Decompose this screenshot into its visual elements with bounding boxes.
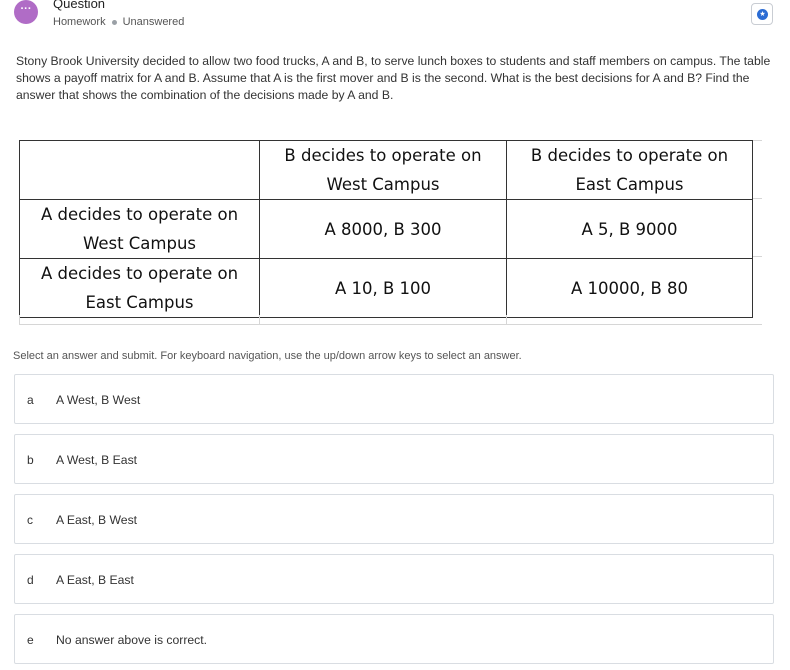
separator-dot-icon bbox=[112, 20, 117, 25]
option-letter: c bbox=[27, 513, 33, 527]
matrix-header-row bbox=[20, 141, 753, 200]
matrix-col-header-east: B decides to operate on East Campus bbox=[507, 141, 753, 200]
answer-instructions: Select an answer and submit. For keyboard navigation, use the up/down arrow keys to select an answer. bbox=[13, 350, 522, 362]
matrix-cell-west-west: A 8000, B 300 bbox=[260, 200, 507, 259]
matrix-row-a-west bbox=[20, 200, 753, 259]
matrix-cell-west-east: A 5, B 9000 bbox=[507, 200, 753, 259]
star-icon: ★ bbox=[757, 9, 768, 20]
option-letter: b bbox=[27, 453, 34, 467]
option-label: A East, B West bbox=[56, 513, 138, 527]
option-label: No answer above is correct. bbox=[56, 633, 208, 647]
question-status: Unanswered bbox=[122, 16, 185, 28]
option-label: A East, B East bbox=[56, 573, 134, 587]
ellipsis-glyph: ··· bbox=[20, 3, 32, 15]
matrix-cell-east-east: A 10000, B 80 bbox=[507, 259, 753, 318]
option-letter: d bbox=[27, 573, 34, 587]
answer-option-d[interactable] bbox=[14, 554, 774, 604]
matrix-bottom-extension bbox=[19, 324, 762, 325]
question-category: Homework bbox=[53, 16, 106, 28]
answer-option-e[interactable] bbox=[14, 614, 774, 664]
option-label: A West, B West bbox=[56, 393, 141, 407]
question-menu-icon[interactable] bbox=[14, 0, 38, 24]
option-label: A West, B East bbox=[56, 453, 138, 467]
option-letter: e bbox=[27, 633, 34, 647]
matrix-row-header-east: A decides to operate on East Campus bbox=[20, 259, 260, 318]
question-text: Stony Brook University decided to allow two food trucks, A and B, to serve lunch boxes to students and staff members on campus. The table shows a payoff matrix for A and B. Assume that A is the first mover and B is the second. What is the best decisions for A and B? Find the answer that shows the combination of the decisions made by A and B. bbox=[16, 54, 771, 102]
answer-option-b[interactable] bbox=[14, 434, 774, 484]
question-header bbox=[0, 0, 790, 34]
answer-option-a[interactable] bbox=[14, 374, 774, 424]
matrix-row-a-east bbox=[20, 259, 753, 318]
answer-option-c[interactable] bbox=[14, 494, 774, 544]
matrix-cell-east-west: A 10, B 100 bbox=[260, 259, 507, 318]
question-meta bbox=[53, 16, 184, 28]
question-title: Question bbox=[53, 0, 106, 11]
matrix-corner-cell bbox=[20, 141, 260, 200]
matrix-row-header-west: A decides to operate on West Campus bbox=[20, 200, 260, 259]
matrix-right-extension-mid2 bbox=[753, 256, 762, 257]
bookmark-button[interactable] bbox=[751, 3, 773, 25]
payoff-matrix bbox=[19, 140, 753, 318]
option-letter: a bbox=[27, 393, 34, 407]
matrix-right-extension-top bbox=[753, 140, 762, 141]
matrix-col-header-west: B decides to operate on West Campus bbox=[260, 141, 507, 200]
matrix-right-extension-mid1 bbox=[753, 198, 762, 199]
